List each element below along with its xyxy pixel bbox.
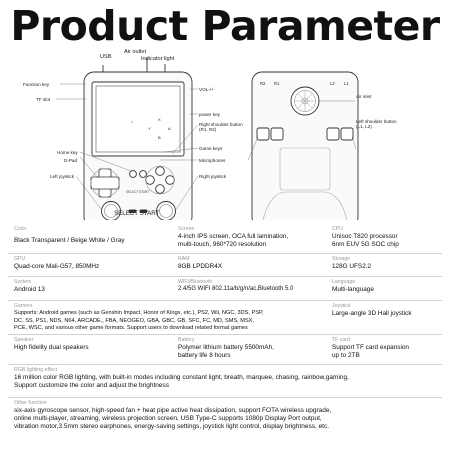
l2-text: L2	[330, 81, 335, 86]
spec-gpu-value: Quad-core Mali-G57, 850MHz	[14, 263, 100, 270]
right-joystick-label: Right joystick	[199, 174, 227, 179]
game-keys-label: Game keys	[199, 146, 223, 151]
left-joystick-label: Left joystick	[50, 174, 74, 179]
spec-storage-value: 128G UFS2.2	[332, 263, 372, 270]
select-start-label: SELECT START	[114, 210, 160, 217]
divider	[8, 300, 442, 301]
divider	[8, 276, 442, 277]
button-y-text: Y	[148, 126, 151, 131]
spec-system	[14, 279, 174, 294]
spec-speaker	[14, 337, 174, 352]
select-small-label: SELECT	[126, 190, 139, 194]
spec-cpu	[332, 226, 442, 249]
spec-ram	[178, 256, 328, 271]
spec-speaker-value: High fidelity dual speakers	[14, 344, 89, 351]
back-view	[252, 72, 358, 224]
r2-shape	[257, 128, 269, 140]
spec-joystick	[332, 303, 442, 318]
spec-tf-card-value: Support TF card expansion up to 2TB	[332, 344, 409, 359]
spec-ram-value: 8GB LPDDR4X	[178, 263, 223, 270]
page-title: Product Parameter	[10, 2, 440, 50]
tf-slot-label: TF slot	[36, 97, 51, 102]
spec-screen-label: Screen	[178, 226, 195, 232]
vol-label: VOL-/+	[199, 87, 214, 92]
spec-rgb-label: RGB lighting effect	[14, 367, 58, 373]
spec-language-value: Multi-language	[332, 286, 374, 293]
dpad-shape	[91, 169, 119, 197]
spec-rgb	[14, 367, 444, 390]
spec-language-label: Language	[332, 279, 356, 285]
spec-color-value: Black Transparent / Beige White / Gray	[14, 237, 125, 244]
function-key-label: Function key	[23, 82, 50, 87]
spec-system-value: Android 13	[14, 286, 45, 293]
spec-gpu-label: GPU	[14, 256, 26, 262]
spec-games-label: Gamers	[14, 303, 33, 309]
air-inlet-label: Air inlet	[356, 94, 372, 99]
spec-table	[8, 220, 442, 446]
spec-gpu	[14, 256, 174, 271]
spec-other-label: Other function	[14, 400, 47, 406]
spec-battery	[178, 337, 328, 360]
spec-system-label: System	[14, 279, 32, 285]
button-b-text: B	[158, 135, 161, 140]
r1-shape	[271, 128, 283, 140]
spec-storage	[332, 256, 442, 271]
spec-tf-card	[332, 337, 442, 360]
spec-rgb-value: 16 million color RGB lighting, with built-in modes including constant light, breath, marquee, chasing, rainbow,gaming, Support customize the color and adjust the brightness	[14, 374, 349, 390]
divider	[8, 397, 442, 398]
usb-label: USB	[100, 54, 112, 60]
spec-battery-value: Polymer lithium battery 5500mAh, battery life 8 hours	[178, 344, 274, 359]
power-key-label: power key	[199, 112, 220, 117]
front-screen	[96, 86, 180, 152]
home-icon: ⌂	[131, 119, 134, 124]
home-key-shape	[130, 171, 137, 178]
spec-cpu-value: Unisoc T820 processor 6nm EUV 5G SOC chip	[332, 233, 399, 248]
r2-text: R2	[260, 81, 266, 86]
spec-other-value: six-axis gyroscope sensor, high-speed fan + heat pipe active heat dissipation, support FOTA wireless upgrade, online multi-player, streaming, wireless projection screen, USB Type-C supports 1080p Display Port output, vibration motor,3.5mm stereo earphones, energy-saving settings, joystick light control, display brightness, etc.	[14, 407, 332, 431]
home-key-shape-2	[140, 171, 147, 178]
air-outlet-label: Air outlet	[124, 49, 147, 55]
spec-wifi-label: WIFI/Bluetooth	[178, 279, 213, 285]
indicator-light-label: Indicator light	[141, 56, 175, 62]
left-shoulder-label: Left shoulder button (L1, L2)	[356, 119, 397, 129]
spec-ram-label: RAM	[178, 256, 190, 262]
right-shoulder-label: Right shoulder button (R1, R2)	[199, 122, 243, 132]
spec-games-value: Supports: Android games (such as Genshin Impact, Honor of Kings, etc.), PS2, Wii, NGC, 3DS, PSP, DC, SS, PS1, NDS, N64, ARCADE,, FBA, NEOGEO, GBA, GBC, GB, SFC, FC, MD, SMS, MSX, PCE, WSC, and various other game formats. Support users to download related format games	[14, 310, 264, 332]
spec-games	[14, 303, 330, 333]
l1-shape	[341, 128, 353, 140]
spec-color-label: Color	[14, 226, 27, 232]
spec-joystick-label: Joystick	[332, 303, 351, 309]
spec-wifi	[178, 279, 338, 294]
spec-screen-value: 4-inch IPS screen, OCA full lamination, multi-touch, 960*720 resolution	[178, 233, 289, 248]
spec-cpu-label: CPU	[332, 226, 343, 232]
spec-screen	[178, 226, 328, 249]
spec-other	[14, 400, 444, 432]
spec-storage-label: Storage	[332, 256, 351, 262]
device-diagram	[0, 49, 450, 224]
l2-shape	[327, 128, 339, 140]
front-view	[84, 58, 192, 224]
device-illustration	[0, 49, 450, 224]
spec-wifi-value: 2.4/5G WIFI 802.11a/b/g/n/ac,Bluetooth 5.0	[178, 286, 294, 292]
start-small-label: START	[139, 190, 150, 194]
l1-text: L1	[344, 81, 349, 86]
spec-joystick-value: Large-angle 3D Hall joystick	[332, 310, 412, 317]
divider	[8, 334, 442, 335]
r1-text: R1	[274, 81, 280, 86]
spec-battery-label: Battery	[178, 337, 195, 343]
button-a-text: A	[168, 126, 171, 131]
microphones-label: Microphones	[199, 158, 226, 163]
spec-speaker-label: Speaker	[14, 337, 34, 343]
dpad-label: D-Pad	[64, 158, 78, 163]
divider	[8, 364, 442, 365]
spec-tf-card-label: TF card	[332, 337, 350, 343]
home-key-label: Home key	[57, 150, 78, 155]
divider	[8, 253, 442, 254]
spec-color	[14, 226, 174, 245]
button-x-text: X	[158, 117, 161, 122]
spec-language	[332, 279, 442, 294]
